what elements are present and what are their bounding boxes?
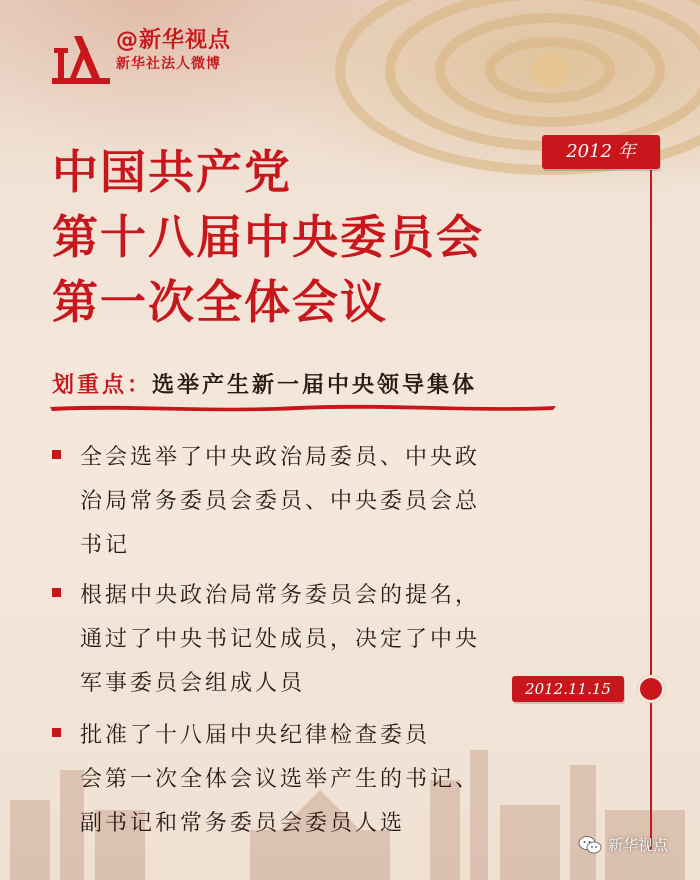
bullet-line: 书记 (80, 533, 131, 558)
title-line: 第一次全体会议 (52, 275, 388, 329)
key-point-text: 选举产生新一届中央领导集体 (152, 372, 478, 398)
watermark-text: 新华视点 (608, 836, 669, 854)
logo-handle: @新华视点 (116, 28, 232, 53)
bullet-square-icon (52, 588, 61, 597)
timeline-line (650, 170, 652, 850)
list-item (52, 436, 572, 568)
bullet-line: 全会选举了中央政治局委员、中央政 (80, 445, 481, 470)
bullet-line: 副书记和常务委员会委员人选 (80, 811, 406, 836)
bullet-line: 军事委员会组成人员 (80, 671, 306, 696)
title-line: 中国共产党 (52, 145, 292, 199)
logo-subtitle: 新华社法人微博 (116, 56, 221, 72)
brush-stroke-underline (48, 400, 558, 414)
bullet-line: 通过了中央书记处成员，决定了中央 (80, 627, 481, 652)
bullet-square-icon (52, 450, 61, 459)
bullet-line: 批准了十八届中央纪律检查委员 (80, 723, 431, 748)
bullet-square-icon (52, 728, 61, 737)
wechat-watermark (578, 834, 668, 855)
date-badge: 2012.11.15 (512, 676, 624, 702)
bullet-line: 治局常务委员会委员、中央委员会总 (80, 489, 481, 514)
list-item (52, 714, 572, 846)
key-point-label: 划重点： (52, 372, 153, 398)
bullet-line: 会第一次全体会议选举产生的书记、 (80, 767, 481, 792)
xinhua-logo (52, 28, 231, 86)
timeline-dot (637, 675, 665, 703)
bullet-line: 根据中央政治局常务委员会的提名， (80, 583, 481, 608)
title-line: 第十八届中央委员会 (52, 210, 484, 264)
wechat-icon (578, 835, 602, 855)
key-point (52, 368, 477, 399)
bullet-list (52, 436, 572, 846)
page-title (52, 140, 532, 335)
logo-text (116, 28, 231, 74)
xinhua-logo-icon (52, 28, 110, 86)
list-item (52, 574, 572, 706)
year-badge: 2012 年 (542, 135, 660, 169)
